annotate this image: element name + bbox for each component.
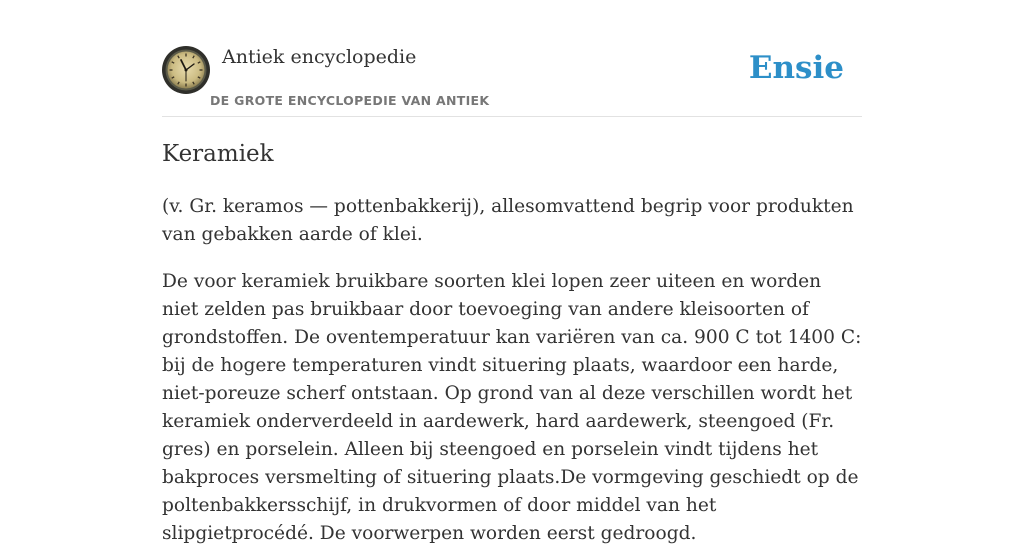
site-subtitle: DE GROTE ENCYCLOPEDIE VAN ANTIEK	[210, 93, 490, 108]
clock-icon[interactable]	[162, 46, 210, 94]
article-title: Keramiek	[162, 141, 274, 167]
brand-logo-link[interactable]: Ensie	[748, 50, 844, 86]
article	[162, 136, 862, 548]
article-paragraph: De voor keramiek bruikbare soorten klei lopen zeer uiteen en worden niet zelden pas bruikbaar door toevoeging van andere kleisoorten of grondstoffen. De oventemperatuur kan variëren van ca. 900 C tot 1400 C: bij de hogere temperaturen vindt situering plaats, waardoor een harde, niet-poreuze scherf ontstaan. Op grond van al deze verschillen wordt het keramiek onderverdeeld in aardewerk, hard aardewerk, steengoed (Fr. gres) en porselein. Alleen bij steengoed en porselein vindt tijdens het bakproces versmelting of situering plaats.De vormgeving geschiedt op de poltenbakkersschijf, in drukvormen of door middel van het slipgietprocédé. De voorwerpen worden eerst gedroogd.	[162, 271, 862, 544]
site-title[interactable]: Antiek encyclopedie	[222, 46, 417, 68]
site-header	[162, 44, 862, 117]
article-paragraph: (v. Gr. keramos — pottenbakkerij), allesomvattend begrip voor produkten van gebakken aarde of klei.	[162, 196, 854, 245]
